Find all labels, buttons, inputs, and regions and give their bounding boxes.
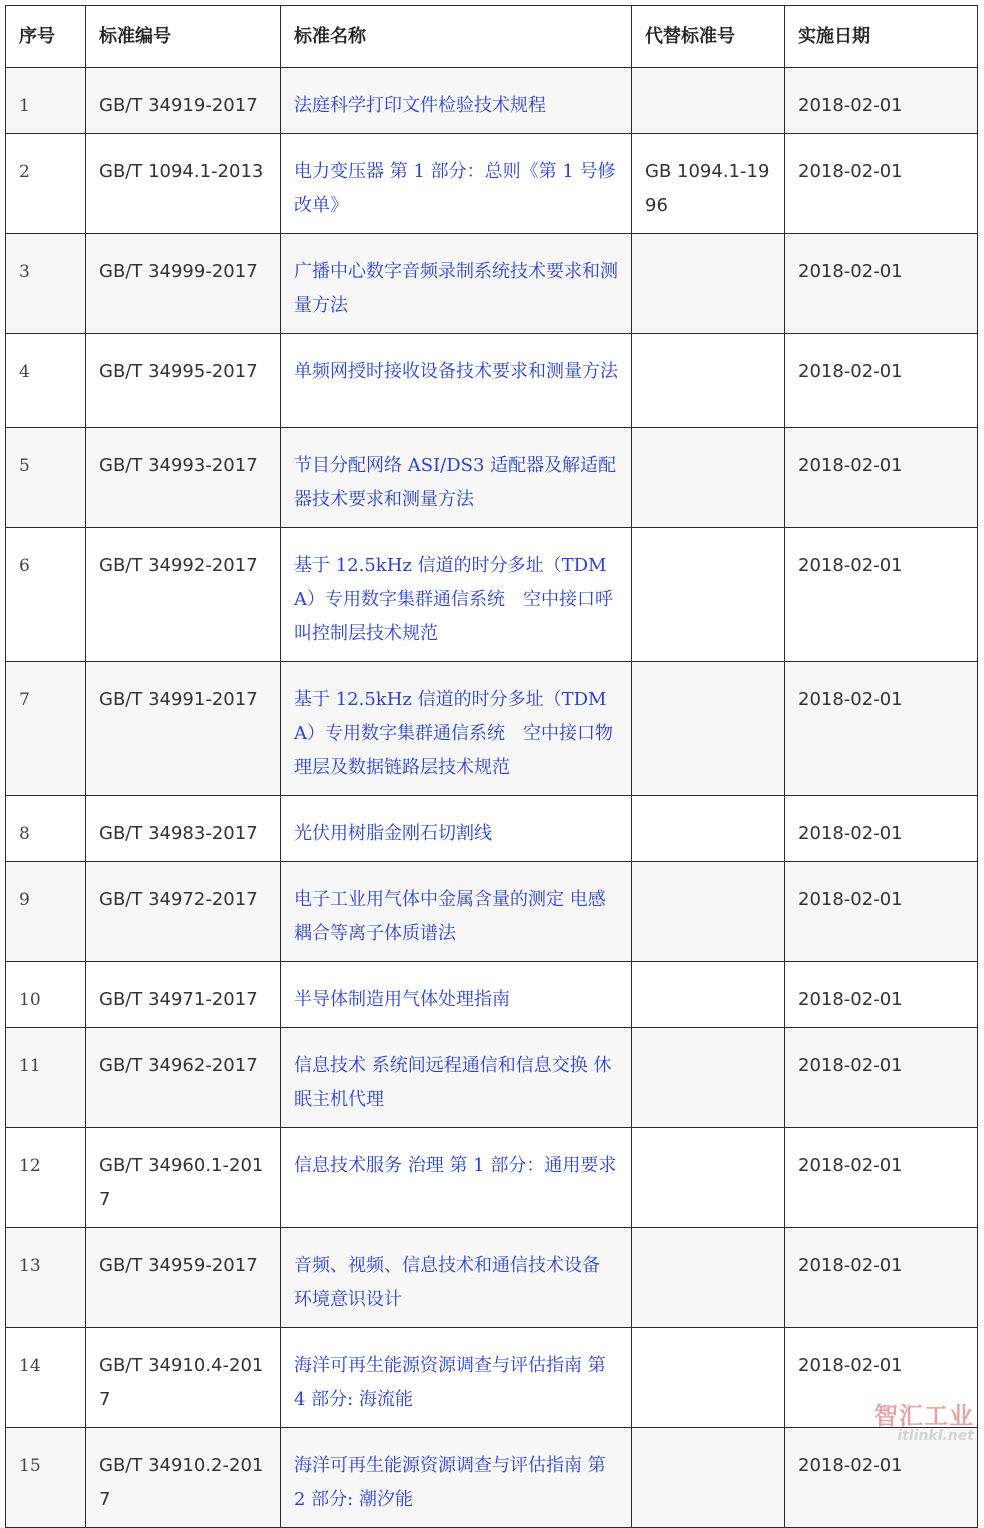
table-row xyxy=(6,1428,978,1528)
row-number: 7 xyxy=(6,662,86,796)
row-number: 4 xyxy=(6,334,86,428)
standard-name-link[interactable]: 电力变压器 第 1 部分：总则《第 1 号修改单》 xyxy=(281,134,632,234)
standards-table xyxy=(5,5,978,1528)
standard-code: GB/T 34983-2017 xyxy=(86,796,281,862)
table-row xyxy=(6,796,978,862)
standard-name-link[interactable]: 海洋可再生能源资源调查与评估指南 第 2 部分: 潮汐能 xyxy=(281,1428,632,1528)
standard-code: GB/T 34960.1-2017 xyxy=(86,1128,281,1228)
standard-code: GB/T 34991-2017 xyxy=(86,662,281,796)
row-number: 13 xyxy=(6,1228,86,1328)
replaced-standard xyxy=(632,1428,785,1528)
standard-code: GB/T 34962-2017 xyxy=(86,1028,281,1128)
replaced-standard xyxy=(632,1128,785,1228)
table-row xyxy=(6,1128,978,1228)
standard-name-link[interactable]: 电子工业用气体中金属含量的测定 电感耦合等离子体质谱法 xyxy=(281,862,632,962)
replaced-standard xyxy=(632,796,785,862)
table-row xyxy=(6,1228,978,1328)
standard-name-link[interactable]: 法庭科学打印文件检验技术规程 xyxy=(281,68,632,134)
standard-code: GB/T 34999-2017 xyxy=(86,234,281,334)
replaced-standard xyxy=(632,234,785,334)
table-row xyxy=(6,234,978,334)
standard-name-link[interactable]: 海洋可再生能源资源调查与评估指南 第 4 部分: 海流能 xyxy=(281,1328,632,1428)
effective-date: 2018-02-01 xyxy=(785,334,978,428)
effective-date: 2018-02-01 xyxy=(785,862,978,962)
row-number: 5 xyxy=(6,428,86,528)
replaced-standard xyxy=(632,1028,785,1128)
table-row xyxy=(6,428,978,528)
row-number: 6 xyxy=(6,528,86,662)
replaced-standard xyxy=(632,962,785,1028)
row-number: 15 xyxy=(6,1428,86,1528)
effective-date: 2018-02-01 xyxy=(785,1128,978,1228)
table-row xyxy=(6,134,978,234)
effective-date: 2018-02-01 xyxy=(785,428,978,528)
table-body xyxy=(6,68,978,1528)
effective-date: 2018-02-01 xyxy=(785,796,978,862)
table-row xyxy=(6,528,978,662)
row-number: 2 xyxy=(6,134,86,234)
effective-date: 2018-02-01 xyxy=(785,1028,978,1128)
watermark-url: itlinkl.net xyxy=(897,1428,974,1444)
replaced-standard xyxy=(632,528,785,662)
replaced-standard: GB 1094.1-1996 xyxy=(632,134,785,234)
replaced-standard xyxy=(632,1228,785,1328)
row-number: 12 xyxy=(6,1128,86,1228)
col-header-replace: 代替标准号 xyxy=(632,6,785,68)
standard-code: GB/T 34992-2017 xyxy=(86,528,281,662)
effective-date: 2018-02-01 xyxy=(785,662,978,796)
effective-date: 2018-02-01 xyxy=(785,68,978,134)
row-number: 1 xyxy=(6,68,86,134)
standard-name-link[interactable]: 音频、视频、信息技术和通信技术设备 环境意识设计 xyxy=(281,1228,632,1328)
standard-code: GB/T 34910.4-2017 xyxy=(86,1328,281,1428)
replaced-standard xyxy=(632,428,785,528)
standard-code: GB/T 34919-2017 xyxy=(86,68,281,134)
table-header-row xyxy=(6,6,978,68)
effective-date: 2018-02-01 xyxy=(785,962,978,1028)
standard-name-link[interactable]: 半导体制造用气体处理指南 xyxy=(281,962,632,1028)
standard-name-link[interactable]: 信息技术服务 治理 第 1 部分：通用要求 xyxy=(281,1128,632,1228)
row-number: 11 xyxy=(6,1028,86,1128)
standard-name-link[interactable]: 信息技术 系统间远程通信和信息交换 休眠主机代理 xyxy=(281,1028,632,1128)
row-number: 8 xyxy=(6,796,86,862)
table-row xyxy=(6,962,978,1028)
standard-name-link[interactable]: 节目分配网络 ASI/DS3 适配器及解适配器技术要求和测量方法 xyxy=(281,428,632,528)
col-header-date: 实施日期 xyxy=(785,6,978,68)
effective-date: 2018-02-01 xyxy=(785,1328,978,1428)
standard-code: GB/T 1094.1-2013 xyxy=(86,134,281,234)
standard-name-link[interactable]: 基于 12.5kHz 信道的时分多址（TDMA）专用数字集群通信系统 空中接口物理层及数据链路层技术规范 xyxy=(281,662,632,796)
col-header-name: 标准名称 xyxy=(281,6,632,68)
effective-date: 2018-02-01 xyxy=(785,234,978,334)
standard-name-link[interactable]: 广播中心数字音频录制系统技术要求和测量方法 xyxy=(281,234,632,334)
standard-code: GB/T 34972-2017 xyxy=(86,862,281,962)
row-number: 3 xyxy=(6,234,86,334)
effective-date: 2018-02-01 xyxy=(785,1428,978,1528)
row-number: 9 xyxy=(6,862,86,962)
standard-code: GB/T 34993-2017 xyxy=(86,428,281,528)
effective-date: 2018-02-01 xyxy=(785,134,978,234)
replaced-standard xyxy=(632,862,785,962)
standard-name-link[interactable]: 基于 12.5kHz 信道的时分多址（TDMA）专用数字集群通信系统 空中接口呼叫控制层技术规范 xyxy=(281,528,632,662)
col-header-no: 序号 xyxy=(6,6,86,68)
row-number: 10 xyxy=(6,962,86,1028)
standard-name-link[interactable]: 光伏用树脂金刚石切割线 xyxy=(281,796,632,862)
table-row xyxy=(6,334,978,428)
table-row xyxy=(6,862,978,962)
effective-date: 2018-02-01 xyxy=(785,1228,978,1328)
standard-code: GB/T 34971-2017 xyxy=(86,962,281,1028)
standard-name-link[interactable]: 单频网授时接收设备技术要求和测量方法 xyxy=(281,334,632,428)
table-row xyxy=(6,662,978,796)
replaced-standard xyxy=(632,1328,785,1428)
replaced-standard xyxy=(632,662,785,796)
replaced-standard xyxy=(632,334,785,428)
table-row xyxy=(6,1028,978,1128)
standard-code: GB/T 34910.2-2017 xyxy=(86,1428,281,1528)
standard-code: GB/T 34995-2017 xyxy=(86,334,281,428)
effective-date: 2018-02-01 xyxy=(785,528,978,662)
table-row xyxy=(6,1328,978,1428)
col-header-code: 标准编号 xyxy=(86,6,281,68)
replaced-standard xyxy=(632,68,785,134)
table-row xyxy=(6,68,978,134)
watermark-logo xyxy=(864,1403,974,1445)
standard-code: GB/T 34959-2017 xyxy=(86,1228,281,1328)
row-number: 14 xyxy=(6,1328,86,1428)
watermark-text: 智汇工业 xyxy=(874,1402,974,1430)
